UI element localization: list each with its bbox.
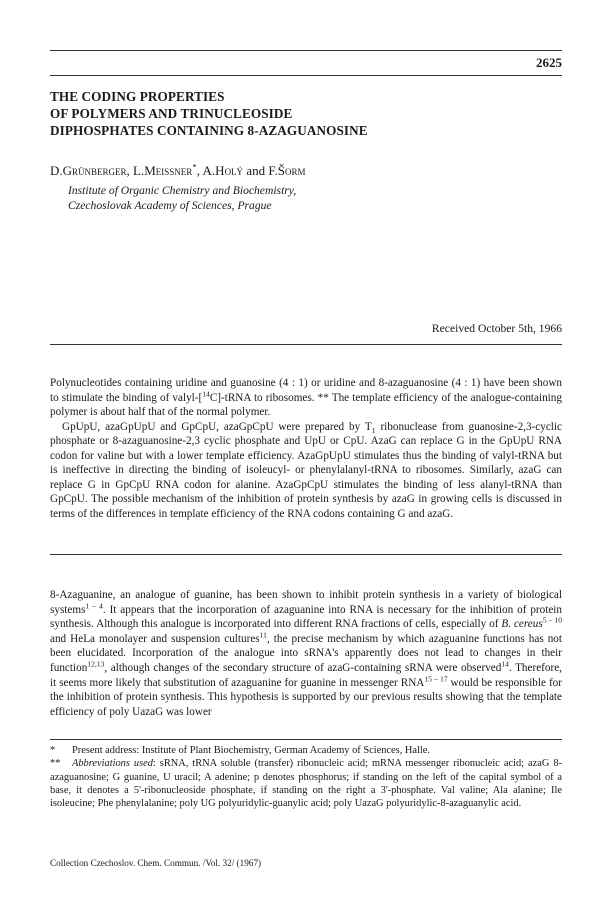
author-initial: A.H <box>202 163 225 178</box>
top-rule <box>50 50 562 51</box>
citation-ref: 14 <box>501 659 509 669</box>
title-line: THE CODING PROPERTIES <box>50 89 225 104</box>
abstract-paragraph <box>50 420 562 522</box>
author-surname: orm <box>285 163 306 178</box>
author-separator: , <box>196 163 203 178</box>
citation-ref: 15 – 17 <box>424 673 448 683</box>
text-run: GpUpU, azaGpUpU and GpCpU, azaGpCpU were prepared by T <box>62 420 372 433</box>
footnotes <box>50 744 562 810</box>
text-run: Polynucleotides containing uridine and guanosine (4 : 1) or uridine and 8-azaguanosine (4 : 1) have been shown to stimulate the binding of valyl-[ <box>50 377 562 404</box>
footnote <box>50 744 562 757</box>
footnote-rule <box>50 739 562 740</box>
header-rule <box>50 75 562 76</box>
citation-ref: 1 – 4 <box>85 600 103 610</box>
author-initial: F.Š <box>268 163 286 178</box>
citation-ref: 5 – 10 <box>542 615 563 625</box>
text-run: C]-tRNA to ribosomes. ** The template efficiency of the analogue-containing polymer is about half that of the normal polymer. <box>50 391 562 418</box>
footnote-label: Abbreviations used <box>72 758 153 770</box>
text-run: would be responsible for the inhibition of protein synthesis. This hypothesis is supported by our previous results showing that the template efficiency of poly UazaG was lower <box>50 676 562 718</box>
footnote <box>50 757 562 810</box>
author-initial: L.M <box>133 163 156 178</box>
abstract <box>50 376 562 521</box>
abstract-paragraph <box>50 376 562 420</box>
article-title <box>50 88 550 139</box>
footnote-marker: * <box>192 161 197 172</box>
author-surname: eissner <box>155 163 193 178</box>
footnote-text: : sRNA, tRNA soluble (transfer) ribonucleic acid; mRNA messenger ribonucleic acid; azaG 8-azaguanosine; G guanine, U uracil; A adenine; p denotes phosphorus; if standing on the left of the capital symbol of a base, it denotes a 5'-ribonucleoside phosphate, if standing on the right a 3'-phosphate. Val valine; Ala alanine; Ile isoleucine; Phe phenylalanine; poly UG polyuridylic-guanylic acid; poly UazaG polyuridylic-8-azaguanylic acid. <box>50 758 562 810</box>
author-surname: olý <box>224 163 244 178</box>
subscript: 1 <box>371 425 376 435</box>
text-run: . It appears that the incorporation of azaguanine into RNA is necessary for the inhibition of protein synthesis. Although this analogue is incorporated into different RNA fractions of cells, especially of <box>50 603 563 631</box>
text-run: ribonuclease from guanosine-2,3-cyclic phosphate or 8-azaguanosine-2,3 cyclic phosphate and UpU or CpU. AzaG can replace G in the GpUpU RNA codon for valine but with a lower template efficiency. AzaGpUpU stimulates thus the binding of valyl-tRNA but is ineffective in directing the binding of isoleucyl- or phenylalanyl-tRNA to ribosomes. Similarly, azaG can replace G in GpCpU RNA codon for alanine. AzaGpCpU stimulates the binding of less alanyl-tRNA than GpCpU. The possible mechanism of the inhibition of protein synthesis by azaG in growing cells is discussed in terms of the differences in template efficiency of the RNA codons containing G and azaG. <box>50 420 562 520</box>
body-text <box>50 588 562 719</box>
text-run: 8-Azaguanine, an analogue of guanine, has been shown to inhibit protein synthesis in a variety of biological systems <box>50 589 562 616</box>
journal-footer: Collection Czechoslov. Chem. Commun. /Vol. 32/ (1967) <box>50 858 262 868</box>
text-run: and HeLa monolayer and suspension cultures <box>50 632 260 645</box>
footnote-marker: ** <box>50 758 61 770</box>
affiliation <box>68 183 296 213</box>
author-surname: rünberger <box>72 163 127 178</box>
author-separator: , <box>126 163 134 178</box>
affiliation-line: Institute of Organic Chemistry and Biochemistry, <box>68 184 297 197</box>
body-paragraph <box>50 588 562 719</box>
author-initial: D.G <box>50 163 73 178</box>
text-run: , the precise mechanism by which azaguanine functions has not been elucidated. Incorporation of the analogue into sRNA's apparently does not lead to changes in their function <box>50 632 563 674</box>
abstract-top-rule <box>50 344 562 345</box>
affiliation-line: Czechoslovak Academy of Sciences, Prague <box>68 199 272 212</box>
text-run: . Therefore, it seems more likely that substitution of azaguanine for guanine in messenger RNA <box>50 661 562 689</box>
isotope-superscript: 14 <box>202 388 210 398</box>
author-list <box>50 163 306 179</box>
citation-ref: 12,13 <box>87 659 105 669</box>
title-line: OF POLYMERS AND TRINUCLEOSIDE <box>50 106 293 121</box>
page-number: 2625 <box>536 55 562 70</box>
author-conjunction: and <box>243 163 269 178</box>
title-line: DIPHOSPHATES CONTAINING 8-AZAGUANOSINE <box>50 123 368 138</box>
footnote-text: Present address: Institute of Plant Biochemistry, German Academy of Sciences, Halle. <box>72 745 430 756</box>
citation-ref: 11 <box>259 630 267 640</box>
abstract-bottom-rule <box>50 554 562 555</box>
species-name: B. cereus <box>501 618 543 631</box>
received-date: Received October 5th, 1966 <box>431 322 562 335</box>
footnote-marker: * <box>50 745 56 756</box>
text-run: , although changes of the secondary structure of azaG-containing sRNA were observed <box>104 661 502 674</box>
